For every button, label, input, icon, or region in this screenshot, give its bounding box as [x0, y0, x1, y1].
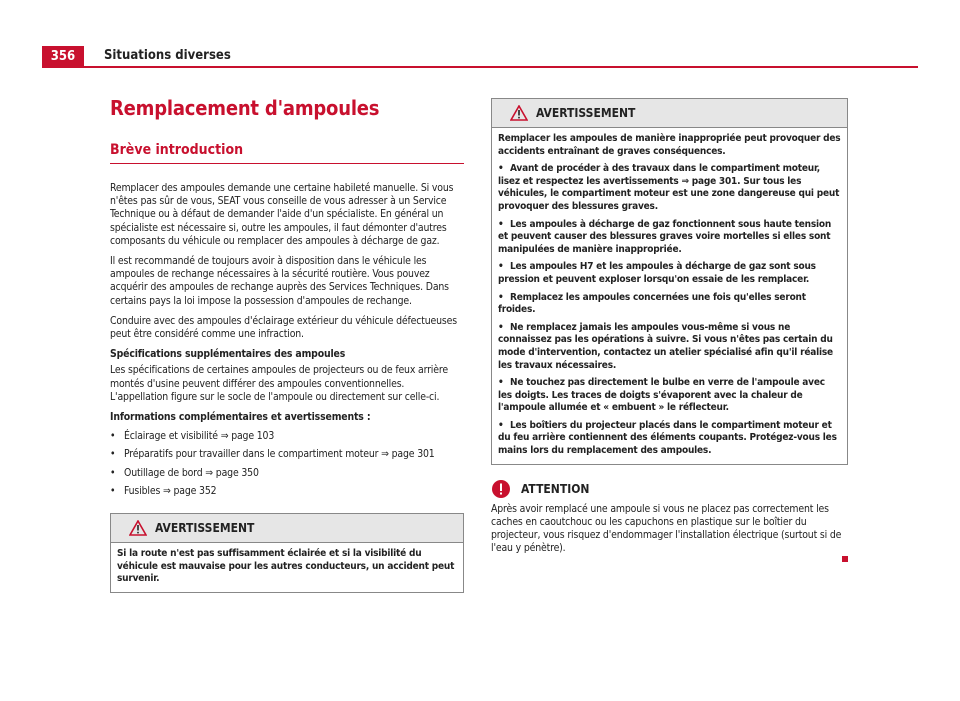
warning-bullet: • Les ampoules à décharge de gaz fonctionnent sous haute tension et peuvent causer des blessures graves voire mortelles si elles sont manipulées de manière inappropriée.	[498, 218, 832, 255]
warning-box	[110, 513, 464, 593]
warning-title: AVERTISSEMENT	[536, 106, 636, 120]
attention-text: Après avoir remplacé une ampoule si vous ne placez pas correctement les caches en caoutchouc ou les capuchons en plastique sur le boîtier du projecteur, vous risquez d'endommager l'installation électrique (surtout si de l'eau y pénètre).	[491, 502, 842, 555]
page-title: Remplacement d'ampoules	[110, 96, 380, 120]
warning-intro: Remplacer les ampoules de manière inappropriée peut provoquer des accidents entraînant de graves conséquences.	[498, 133, 841, 157]
warning-box	[491, 98, 848, 465]
bullet-icon: •	[498, 321, 504, 333]
warning-bullet: • Ne remplacez jamais les ampoules vous-même si vous ne connaissez pas les opérations à suivre. Si vous n'êtes pas certain du mode d'intervention, contactez un atelier spécialisé afin qu'il réalise les travaux nécessaires.	[498, 321, 833, 371]
bullet-icon: •	[498, 218, 504, 230]
spec-heading: Spécifications supplémentaires des ampoules	[110, 348, 346, 361]
paragraph: Il est recommandé de toujours avoir à disposition dans le véhicule les ampoules de rechange nécessaires à la sécurité routière. Vous pouvez acquérir des ampoules de rechange auprès des Services Techniques. Dans certains pays la loi impose la possession d'ampoules de rechange.	[110, 255, 449, 307]
warning-title: AVERTISSEMENT	[155, 521, 255, 536]
bullet-icon: •	[110, 484, 116, 497]
bullet-icon: •	[110, 430, 116, 443]
section-title: Situations diverses	[104, 48, 231, 63]
warning-bullet: • Remplacez les ampoules concernées une fois qu'elles seront froides.	[498, 291, 806, 316]
paragraph: Conduire avec des ampoules d'éclairage extérieur du véhicule défectueuses peut être considéré comme une infraction.	[110, 314, 457, 341]
right-column	[491, 98, 848, 566]
reference-list	[110, 430, 464, 498]
warning-triangle-icon	[510, 105, 528, 121]
warning-text: Si la route n'est pas suffisamment éclairée et si la visibilité du véhicule est mauvaise pour les autres conducteurs, un accident peut survenir.	[117, 548, 455, 585]
attention-title: ATTENTION	[521, 481, 590, 496]
warning-triangle-icon	[129, 520, 147, 536]
list-item[interactable]: • Fusibles ⇒ page 352	[110, 484, 217, 497]
warning-bullet: • Les ampoules H7 et les ampoules à décharge de gaz sont sous pression et peuvent exploser lorsqu'on essaie de les remplacer.	[498, 261, 816, 285]
warning-bullet: • Avant de procéder à des travaux dans le compartiment moteur, lisez et respectez les avertissements ⇒ page 301. Sur tous les véhicules, le compartiment moteur est une zone dangereuse qui peut provoquer des blessures graves.	[498, 163, 840, 212]
page-number: 356	[42, 46, 84, 68]
bullet-icon: •	[110, 466, 116, 479]
bullet-icon: •	[110, 448, 116, 461]
list-item[interactable]: • Éclairage et visibilité ⇒ page 103	[110, 430, 275, 443]
info-heading: Informations complémentaires et avertissements :	[110, 411, 371, 424]
list-item[interactable]: • Outillage de bord ⇒ page 350	[110, 466, 259, 479]
warning-header	[492, 99, 847, 127]
bullet-icon: •	[498, 377, 504, 389]
warning-body	[111, 542, 463, 592]
spec-text: Les spécifications de certaines ampoules de projecteurs ou de feux arrière montés d'usine peuvent différer des ampoules conventionnelles. L'appellation figure sur le socle de l'ampoule ou directement sur celle-ci.	[110, 364, 448, 403]
bullet-icon: •	[498, 163, 504, 175]
left-column	[110, 96, 464, 593]
attention-section	[491, 479, 848, 567]
warning-header	[111, 514, 463, 542]
warning-bullet: • Les boîtiers du projecteur placés dans le compartiment moteur et du feu arrière contiennent des éléments coupants. Protégez-vous les mains lors du remplacement des ampoules.	[498, 419, 837, 457]
paragraph: Remplacer des ampoules demande une certaine habileté manuelle. Si vous n'êtes pas sûr de vous, SEAT vous conseille de vous adresser à un Service Technique ou à défaut de demander l'aide d'un spécialiste. En général un spécialiste est nécessaire si, outre les ampoules, il faut démonter d'autres composants du véhicule ou remplacer des ampoules à décharge de gaz.	[110, 182, 454, 247]
section-subtitle: Brève introduction	[110, 142, 464, 164]
bullet-icon: •	[498, 261, 504, 273]
attention-header	[491, 479, 848, 499]
attention-circle-icon	[491, 479, 511, 499]
warning-bullet: • Ne touchez pas directement le bulbe en verre de l'ampoule avec les doigts. Les traces de doigts s'évaporent avec la chaleur de l'ampoule allumée et « embuent » le réflecteur.	[498, 377, 825, 414]
list-item[interactable]: • Préparatifs pour travailler dans le compartiment moteur ⇒ page 301	[110, 448, 435, 461]
bullet-icon: •	[498, 419, 504, 431]
header-rule	[42, 66, 918, 68]
warning-body	[492, 127, 847, 464]
end-square-icon	[842, 556, 848, 562]
page-header	[42, 46, 918, 68]
bullet-icon: •	[498, 291, 504, 303]
